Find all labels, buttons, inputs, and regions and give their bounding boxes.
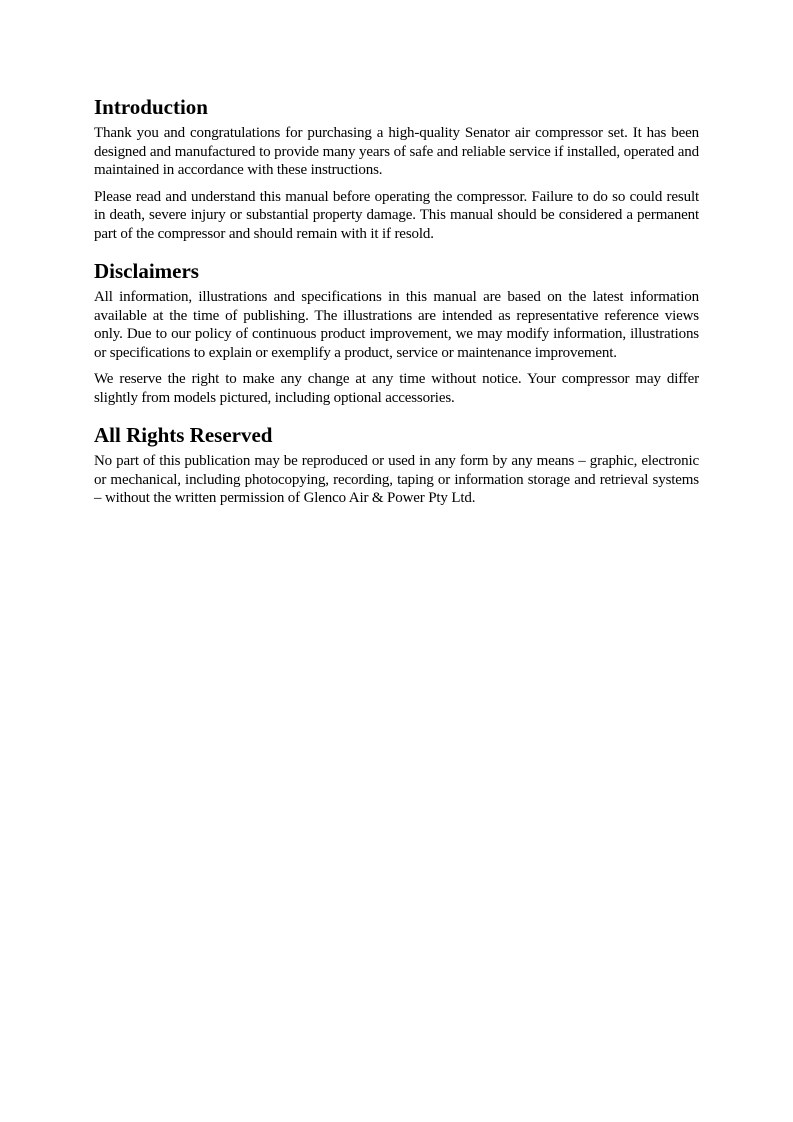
- paragraph: No part of this publication may be reproduced or used in any form by any means – graphic, electronic or mechanical, including photocopying, recording, taping or information storage and retrieval systems – without the written permission of Glenco Air & Power Pty Ltd.: [94, 453, 699, 506]
- paragraph: All information, illustrations and specifications in this manual are based on the latest information available at the time of publishing. The illustrations are intended as representative reference views only. Due to our policy of continuous product improvement, we may modify information, illustrations or specifications to explain or exemplify a product, service or maintenance improvement.: [94, 289, 699, 361]
- section-introduction: [94, 94, 699, 243]
- paragraph: We reserve the right to make any change at any time without notice. Your compressor may differ slightly from models pictured, including optional accessories.: [94, 371, 699, 406]
- section-heading: Disclaimers: [94, 259, 199, 283]
- paragraph: Please read and understand this manual before operating the compressor. Failure to do so could result in death, severe injury or substantial property damage. This manual should be considered a permanent part of the compressor and should remain with it if resold.: [94, 188, 699, 242]
- section-all-rights-reserved: [94, 422, 699, 508]
- document-page: [94, 94, 699, 508]
- section-disclaimers: [94, 258, 699, 407]
- section-heading: Introduction: [94, 95, 208, 119]
- section-heading: All Rights Reserved: [94, 423, 273, 447]
- paragraph: Thank you and congratulations for purchasing a high-quality Senator air compressor set. It has been designed and manufactured to provide many years of safe and reliable service if installed, operated and maintained in accordance with these instructions.: [94, 125, 699, 178]
